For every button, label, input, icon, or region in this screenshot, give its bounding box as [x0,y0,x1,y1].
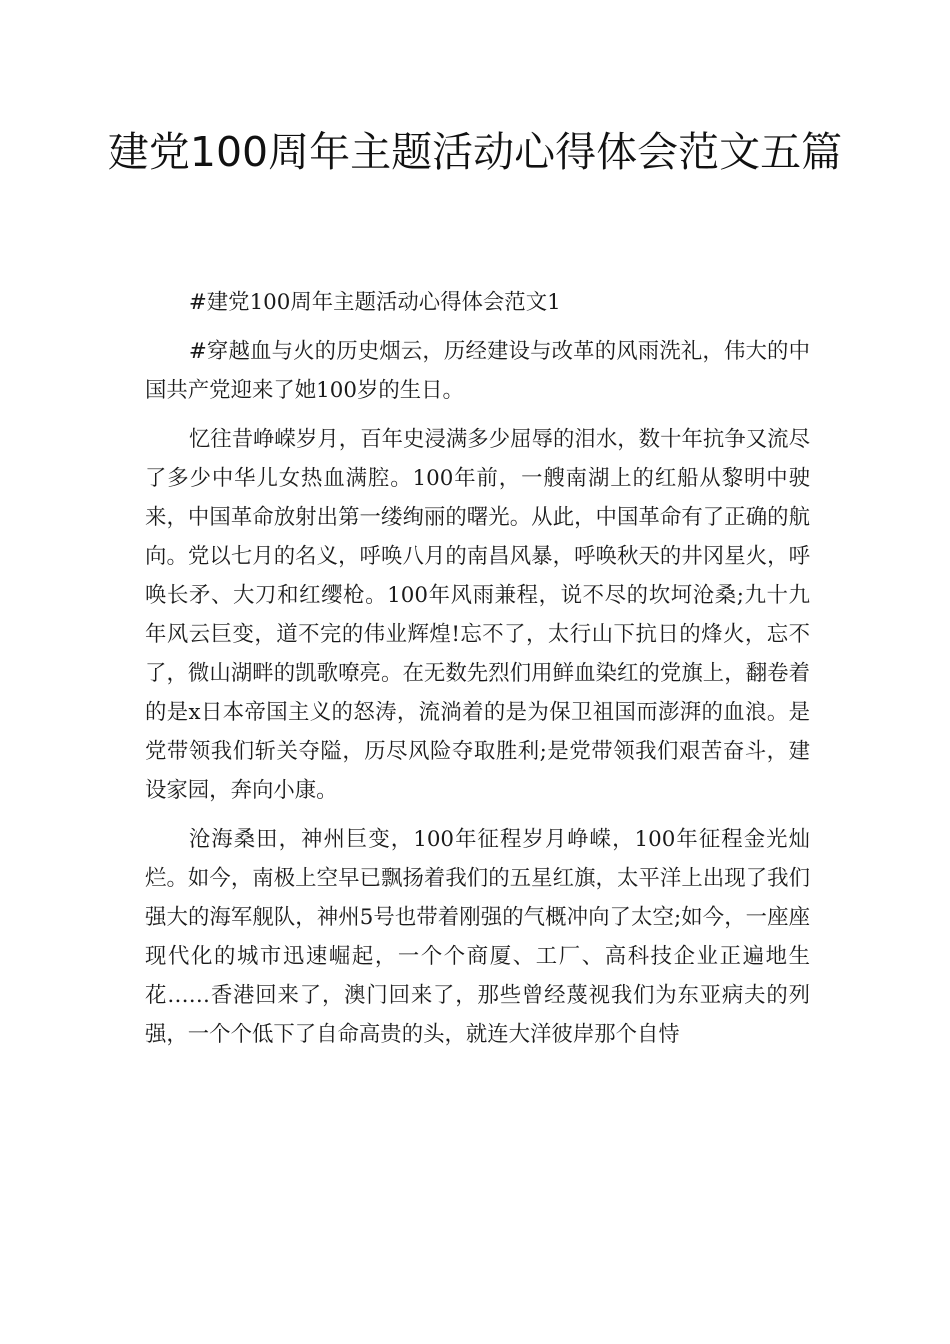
document-title: 建党100周年主题活动心得体会范文五篇 [107,128,843,176]
paragraph: #建党100周年主题活动心得体会范文1 [188,290,561,315]
paragraph: 忆往昔峥嵘岁月，百年史浸满多少屈辱的泪水，数十年抗争又流尽了多少中华儿女热血满腔。100年前，一艘南湖上的红船从黎明中驶来，中国革命放射出第一缕绚丽的曙光。从此，中国革命有了正确的航向。党以七月的名义，呼唤八月的南昌风暴，呼唤秋天的井冈星火，呼唤长矛、大刀和红缨枪。100年风雨兼程，说不尽的坎坷沧桑;九十九年风云巨变，道不完的伟业辉煌!忘不了，太行山下抗日的烽火，忘不了，微山湖畔的凯歌嘹亮。在无数先烈们用鲜血染红的党旗上，翻卷着的是x日本帝国主义的怒涛，流淌着的是为保卫祖国而澎湃的血浪。是党带领我们斩关夺隘，历尽风险夺取胜利;是党带领我们艰苦奋斗，建设家园，奔向小康。 [145,427,810,803]
document-body [145,283,810,1064]
paragraph: 沧海桑田，神州巨变，100年征程岁月峥嵘，100年征程金光灿烂。如今，南极上空早已飘扬着我们的五星红旗，太平洋上出现了我们强大的海军舰队，神州5号也带着刚强的气概冲向了太空;如今，一座座现代化的城市迅速崛起，一个个商厦、工厂、高科技企业正遍地生花……香港回来了，澳门回来了，那些曾经蔑视我们为东亚病夫的列强，一个个低下了自命高贵的头，就连大洋彼岸那个自恃 [145,827,810,1047]
paragraph: #穿越血与火的历史烟云，历经建设与改革的风雨洗礼，伟大的中国共产党迎来了她100岁的生日。 [145,339,810,403]
